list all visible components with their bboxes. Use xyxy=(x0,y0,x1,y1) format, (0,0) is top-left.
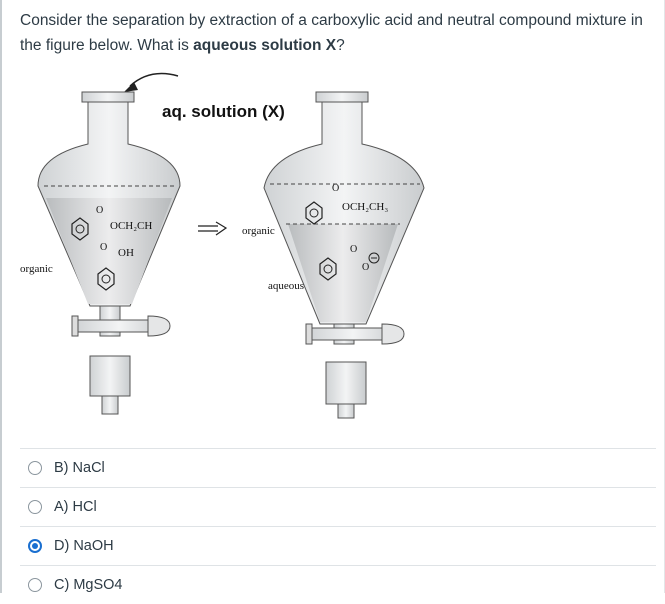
extraction-figure xyxy=(20,66,450,436)
transfer-arrow-head xyxy=(124,82,138,92)
aq-solution-label: aq. solution (X) xyxy=(162,102,285,121)
svg-text:O: O xyxy=(332,183,340,194)
svg-text:O: O xyxy=(350,244,358,255)
question-prefix: Consider the separation by extraction of a carboxylic acid and neutral compound mixture in the figure below. What is xyxy=(20,12,643,54)
right-funnel xyxy=(264,92,424,418)
extraction-diagram xyxy=(20,66,450,436)
question-suffix: ? xyxy=(336,37,345,54)
answer-option-a[interactable] xyxy=(20,487,656,526)
process-arrow xyxy=(198,226,218,231)
question-text xyxy=(20,8,655,58)
radio-c[interactable] xyxy=(28,578,42,592)
transfer-arrow xyxy=(130,74,178,86)
answer-label-b: B) NaCl xyxy=(54,460,105,476)
answer-option-b[interactable] xyxy=(20,448,656,487)
svg-text:O: O xyxy=(100,242,108,253)
aqueous-label: aqueous xyxy=(268,280,305,292)
radio-b[interactable] xyxy=(28,461,42,475)
answer-options xyxy=(20,448,656,604)
left-funnel xyxy=(38,92,180,414)
radio-d-selected[interactable] xyxy=(28,539,42,553)
right-ester-label: OCH₂CH₃ xyxy=(342,201,389,213)
radio-a[interactable] xyxy=(28,500,42,514)
answer-label-a: A) HCl xyxy=(54,499,97,515)
answer-label-d: D) NaOH xyxy=(54,538,114,554)
svg-text:O: O xyxy=(362,262,370,273)
left-acid-label: OH xyxy=(118,247,134,259)
left-organic-label: organic xyxy=(20,263,53,275)
answer-option-c[interactable] xyxy=(20,565,656,604)
left-border xyxy=(0,0,2,593)
middle-organic-label: organic xyxy=(242,225,275,237)
left-ester-label: OCH₂CH xyxy=(110,220,153,232)
question-bold: aqueous solution X xyxy=(193,37,337,54)
answer-option-d[interactable] xyxy=(20,526,656,565)
answer-label-c: C) MgSO4 xyxy=(54,577,123,593)
svg-text:O: O xyxy=(96,205,104,216)
